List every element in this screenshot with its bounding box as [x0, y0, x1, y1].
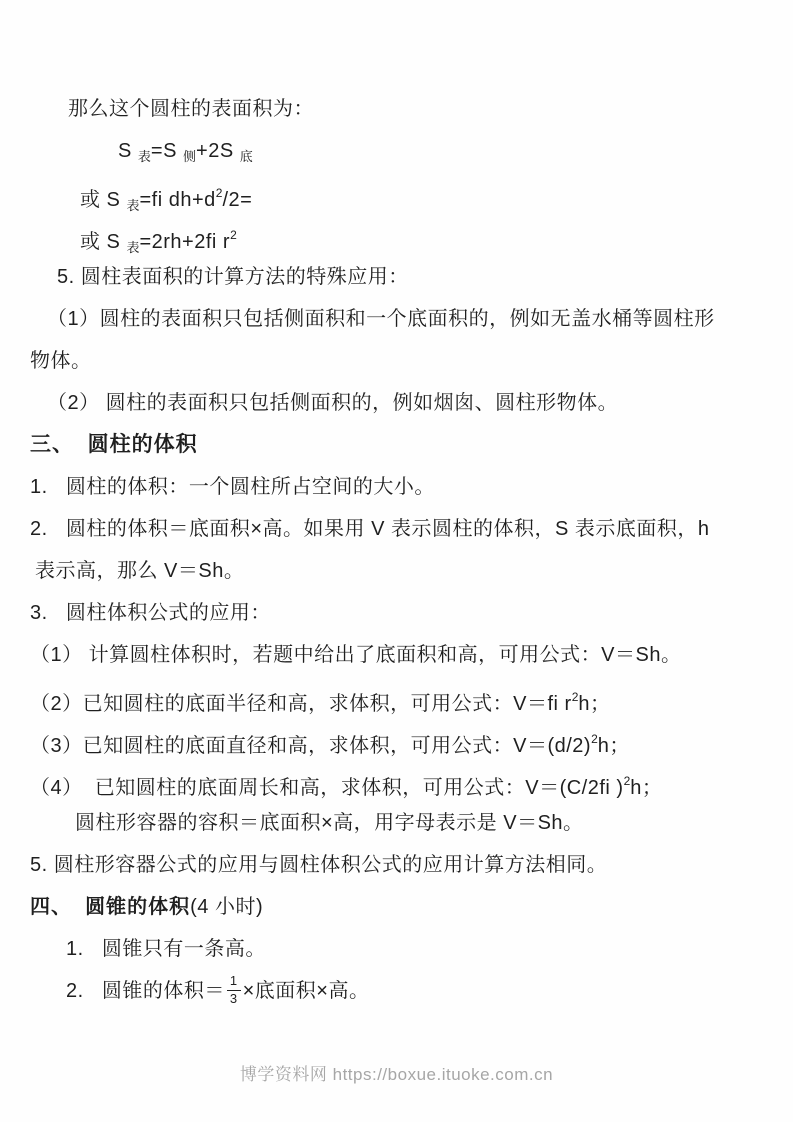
- heading-section-4: [0, 886, 793, 928]
- subscript: 底: [239, 149, 253, 164]
- text-segment: 三、 圆柱的体积: [30, 433, 198, 456]
- text-segment: 圆柱形容器的容积＝底面积×高，用字母表示是 V＝Sh。: [75, 812, 584, 834]
- text-segment: 或 S: [80, 231, 127, 253]
- volume-item-3: [0, 592, 793, 634]
- volume-apply-4: [0, 760, 793, 802]
- text-segment: （4） 已知圆柱的底面周长和高，求体积，可用公式：V＝(C/2fi ): [30, 777, 624, 799]
- text-segment: （2） 圆柱的表面积只包括侧面积的，例如烟囱、圆柱形物体。: [47, 392, 619, 414]
- line-surface-area-intro: [0, 88, 793, 130]
- text-segment: ×底面积×高。: [242, 980, 370, 1002]
- text-segment: 或 S: [80, 189, 127, 211]
- volume-apply-1: [0, 634, 793, 676]
- text-segment: h；: [630, 777, 663, 799]
- text-segment: 1. 圆柱的体积：一个圆柱所占空间的大小。: [30, 476, 435, 498]
- text-segment: 1. 圆锥只有一条高。: [66, 938, 266, 960]
- subscript: 表: [126, 240, 140, 255]
- footer-watermark: 博学资料网 https://boxue.ituoke.com.cn: [239, 1065, 554, 1084]
- cone-item-2: [0, 970, 793, 1012]
- fraction-numerator: 1: [227, 974, 241, 991]
- text-segment: h；: [597, 735, 630, 757]
- subscript: 表: [137, 149, 151, 164]
- subscript: 侧: [183, 149, 197, 164]
- volume-item-2-line2: [0, 550, 793, 592]
- text-segment: 5. 圆柱形容器公式的应用与圆柱体积公式的应用计算方法相同。: [30, 854, 608, 876]
- formula-surface-alt1: [0, 172, 793, 214]
- text-segment: 5. 圆柱表面积的计算方法的特殊应用：: [57, 266, 409, 288]
- formula-surface-alt2: [0, 214, 793, 256]
- superscript: 2: [591, 732, 598, 746]
- item-5-sub2: [0, 382, 793, 424]
- text-segment: （1）圆柱的表面积只包括侧面积和一个底面积的，例如无盖水桶等圆柱形: [47, 308, 715, 330]
- text-segment: 2. 圆柱的体积＝底面积×高。如果用 V 表示圆柱的体积，S 表示底面积，h: [30, 518, 710, 540]
- text-segment: 表示高，那么 V＝Sh。: [35, 560, 245, 582]
- volume-apply-2: [0, 676, 793, 718]
- text-segment: =2rh+2fi r: [139, 231, 231, 253]
- item-5-special-use: [0, 256, 793, 298]
- text-segment: /2=: [222, 189, 253, 211]
- item-5-container-formula: [0, 844, 793, 886]
- superscript: 2: [230, 228, 237, 242]
- container-volume-note: [0, 802, 793, 844]
- volume-apply-3: [0, 718, 793, 760]
- page-footer: [0, 1060, 793, 1085]
- text-segment: 3. 圆柱体积公式的应用：: [30, 602, 271, 624]
- cone-item-1: [0, 928, 793, 970]
- superscript: 2: [571, 690, 579, 704]
- fraction: [227, 974, 241, 1007]
- heading-text: 四、 圆锥的体积: [30, 896, 191, 918]
- superscript: 2: [623, 774, 631, 788]
- text-segment: S: [118, 140, 138, 162]
- text-segment: =fi dh+d: [139, 189, 216, 211]
- text-segment: +2S: [196, 140, 240, 162]
- heading-section-3: [0, 424, 793, 466]
- item-5-sub1-line1: [0, 298, 793, 340]
- formula-surface-total: [0, 130, 793, 172]
- volume-item-2-line1: [0, 508, 793, 550]
- text-segment: (4 小时): [190, 896, 264, 918]
- item-5-sub1-line2: [0, 340, 793, 382]
- superscript: 2: [215, 186, 223, 200]
- text-segment: （3）已知圆柱的底面直径和高，求体积，可用公式：V＝(d/2): [30, 735, 592, 757]
- text-segment: 那么这个圆柱的表面积为：: [68, 98, 314, 120]
- text-segment: h；: [578, 693, 611, 715]
- subscript: 表: [126, 198, 140, 213]
- text-segment: （1） 计算圆柱体积时，若题中给出了底面积和高，可用公式：V＝Sh。: [30, 644, 682, 666]
- text-segment: 2. 圆锥的体积＝: [66, 980, 225, 1002]
- fraction-denominator: 3: [229, 991, 238, 1006]
- text-segment: =S: [150, 140, 183, 162]
- text-segment: （2）已知圆柱的底面半径和高，求体积，可用公式：V＝fi r: [30, 693, 572, 715]
- volume-item-1: [0, 466, 793, 508]
- text-segment: 物体。: [30, 350, 92, 372]
